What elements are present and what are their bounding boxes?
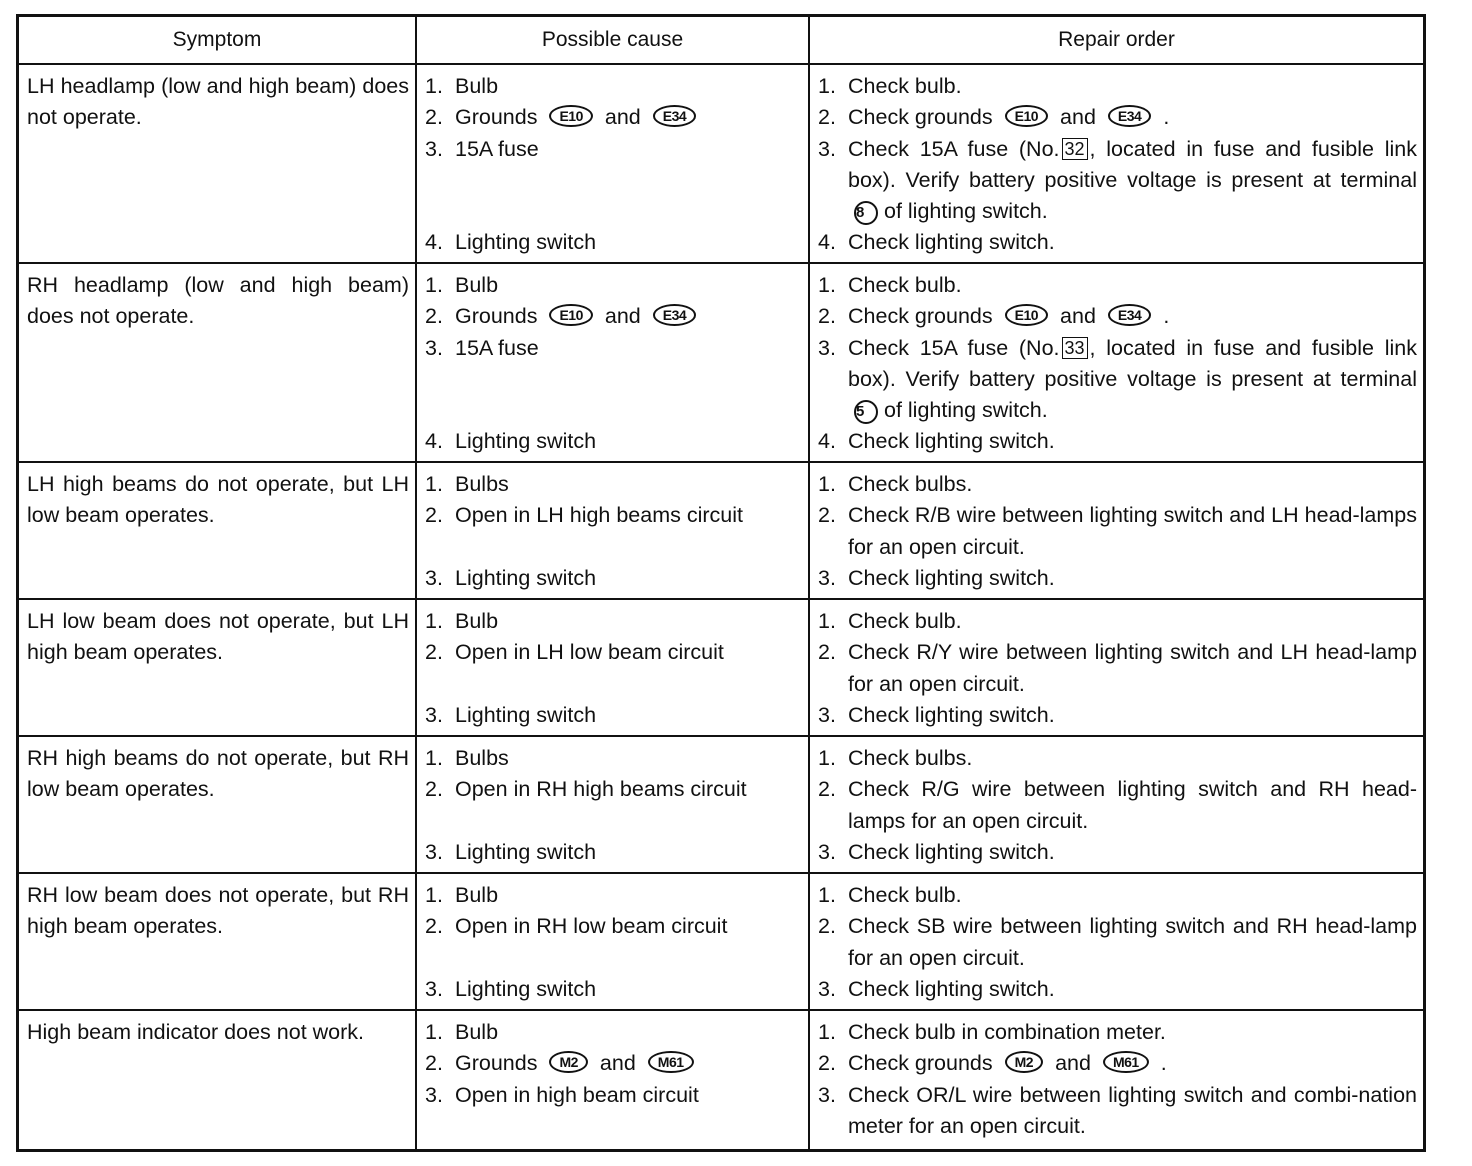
list-item: 2. Open in LH high beams circuit (425, 503, 744, 528)
symptom-cell: High beam indicator does not work. (19, 1010, 416, 1149)
list-item: 1. Check bulbs. (818, 472, 973, 496)
list-item: 1. Bulb (425, 74, 499, 98)
header-possible-cause: Possible cause (416, 17, 809, 64)
list-item: 2. Check R/B wire between lighting switch and LH head-lamps for an open circuit. (818, 503, 1417, 559)
fuse-number-box: 33 (1062, 337, 1088, 359)
list-item: 2. Grounds M2 and M61 (425, 1048, 802, 1079)
list-item: 2. Check SB wire between lighting switch and RH head-lamp for an open circuit. (818, 914, 1417, 970)
list-item: 2. Check R/Y wire between lighting switch and LH head-lamp for an open circuit. (818, 640, 1417, 696)
list-item: 3. 15A fuse (425, 335, 539, 360)
connector-badge: E10 (1005, 105, 1048, 127)
troubleshooting-table-frame (16, 14, 1426, 1152)
list-item: 3. 15A fuse (425, 136, 539, 161)
table-row (19, 462, 1423, 599)
list-item: 2. Grounds E10 and E34 (425, 102, 802, 133)
symptom-cell: RH low beam does not operate, but RH high beam operates. (19, 873, 416, 1010)
repair-cell (809, 873, 1423, 1010)
connector-badge: E34 (1108, 304, 1151, 326)
table-row (19, 263, 1423, 462)
list-item: 1. Check bulb. (818, 609, 962, 633)
list-item: 3. Check lighting switch. (818, 702, 1055, 727)
header-repair-order: Repair order (809, 17, 1423, 64)
list-item: 2. Check grounds M2 and M61 . (818, 1051, 1167, 1076)
list-item: 1. Check bulbs. (818, 746, 973, 770)
list-item: 3. Check 15A fuse (No. 32 , located in fuse and fusible link box). Verify battery positive voltage is present at terminal8 of lighting switch. (818, 136, 1417, 224)
connector-badge: M2 (1005, 1051, 1043, 1073)
list-item: 2. Grounds E10 and E34 (425, 301, 802, 332)
list-item: 2. Check R/G wire between lighting switch and RH head-lamps for an open circuit. (818, 777, 1417, 833)
table-header-row (19, 17, 1423, 64)
list-item: 2. Check grounds E10 and E34 . (818, 105, 1170, 130)
table-row (19, 873, 1423, 1010)
list-item: 4. Check lighting switch. (818, 429, 1055, 454)
list-item: 3. Lighting switch (425, 702, 597, 727)
symptom-cell: LH headlamp (low and high beam) does not operate. (19, 64, 416, 263)
cause-cell (416, 873, 809, 1010)
fuse-number-box: 32 (1062, 138, 1088, 160)
symptom-cell: LH low beam does not operate, but LH high beam operates. (19, 599, 416, 736)
list-item: 2. Check grounds E10 and E34 . (818, 304, 1170, 329)
symptom-cell: RH headlamp (low and high beam) does not operate. (19, 263, 416, 462)
cause-cell (416, 736, 809, 873)
list-item: 1. Check bulb. (818, 74, 962, 98)
cause-cell (416, 263, 809, 462)
connector-badge: E34 (653, 105, 696, 127)
symptom-cell: RH high beams do not operate, but RH low beam operates. (19, 736, 416, 873)
connector-badge: E10 (1005, 304, 1048, 326)
list-item: 1. Bulb (425, 609, 499, 633)
table-row (19, 599, 1423, 736)
repair-cell (809, 599, 1423, 736)
list-item: 3. Lighting switch (425, 565, 597, 590)
table-row (19, 64, 1423, 263)
connector-badge: M61 (648, 1051, 694, 1073)
connector-badge: M61 (1103, 1051, 1149, 1073)
list-item: 4. Lighting switch (425, 429, 597, 454)
list-item: 1. Bulb (425, 883, 499, 907)
repair-cell (809, 1010, 1423, 1149)
list-item: 2. Open in LH low beam circuit (425, 640, 724, 665)
connector-badge: M2 (549, 1051, 587, 1073)
terminal-number-circle: 5 (854, 400, 878, 424)
list-item: 1. Check bulb. (818, 883, 962, 907)
connector-badge: E10 (549, 105, 592, 127)
repair-cell (809, 263, 1423, 462)
list-item: 3. Check lighting switch. (818, 565, 1055, 590)
repair-cell (809, 736, 1423, 873)
list-item: 1. Bulbs (425, 746, 509, 770)
list-item: 2. Open in RH low beam circuit (425, 914, 728, 939)
terminal-number-circle: 8 (854, 201, 878, 225)
table-row (19, 736, 1423, 873)
list-item: 1. Bulb (425, 273, 499, 297)
list-item: 3. Check 15A fuse (No. 33 , located in fuse and fusible link box). Verify battery positive voltage is present at terminal5 of lighting switch. (818, 335, 1417, 423)
table-row (19, 1010, 1423, 1149)
list-item: 4. Check lighting switch. (818, 230, 1055, 255)
connector-badge: E34 (653, 304, 696, 326)
list-item: 1. Bulb (425, 1020, 499, 1044)
list-item: 3. Lighting switch (425, 976, 597, 1001)
connector-badge: E34 (1108, 105, 1151, 127)
list-item: 1. Check bulb. (818, 273, 962, 297)
repair-cell (809, 462, 1423, 599)
connector-badge: E10 (549, 304, 592, 326)
list-item: 2. Open in RH high beams circuit (425, 777, 747, 802)
troubleshooting-table (19, 17, 1423, 1149)
list-item: 1. Check bulb in combination meter. (818, 1020, 1166, 1044)
symptom-cell: LH high beams do not operate, but LH low beam operates. (19, 462, 416, 599)
cause-cell (416, 64, 809, 263)
list-item: 3. Check lighting switch. (818, 976, 1055, 1001)
list-item: 1. Bulbs (425, 472, 509, 496)
cause-cell (416, 462, 809, 599)
cause-cell (416, 1010, 809, 1149)
list-item: 3. Open in high beam circuit (425, 1082, 699, 1107)
list-item: 3. Lighting switch (425, 839, 597, 864)
repair-cell (809, 64, 1423, 263)
list-item: 3. Check OR/L wire between lighting switch and combi-nation meter for an open circuit. (818, 1082, 1417, 1138)
list-item: 3. Check lighting switch. (818, 839, 1055, 864)
cause-cell (416, 599, 809, 736)
list-item: 4. Lighting switch (425, 230, 597, 255)
header-symptom: Symptom (19, 17, 416, 64)
